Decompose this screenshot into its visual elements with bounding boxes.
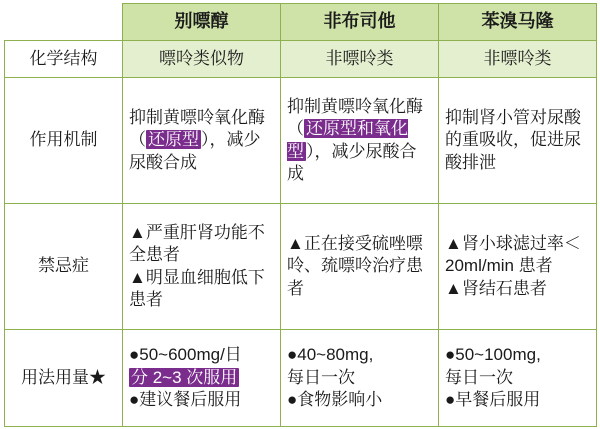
table-row [5, 41, 597, 78]
cell-text: 非嘌呤类 [483, 48, 552, 68]
row-label-0: 化学结构 [5, 41, 123, 78]
cell-text: ），减少尿酸合成 [129, 130, 261, 172]
cell-text: ▲肾结石患者 [445, 278, 547, 298]
cell-0-1 [281, 41, 439, 78]
row-label-2: 禁忌症 [5, 204, 123, 330]
cell-text: ●50~100mg, [445, 345, 541, 365]
table-corner-cell [5, 4, 123, 41]
table-row [5, 330, 597, 427]
cell-text: ●50~600mg/日 [129, 345, 242, 365]
cell-text: 抑制黄嘌呤氧化酶（ [287, 96, 423, 139]
column-header-1: 非布司他 [281, 4, 439, 41]
cell-text: 嘌呤类似物 [159, 48, 244, 68]
cell-2-1 [281, 204, 439, 330]
cell-text: ▲正在接受硫唑嘌呤、巯嘌呤治疗患者 [287, 233, 423, 298]
cell-text: ▲明显血细胞低下患者 [129, 267, 265, 310]
cell-text: ●40~80mg, [287, 345, 374, 365]
cell-text: ▲肾小球滤过率＜20ml/min 患者 [445, 233, 581, 276]
row-label-3: 用法用量★ [5, 330, 123, 427]
table-header-row [5, 4, 597, 41]
cell-text: ），减少尿酸合成 [287, 141, 417, 183]
cell-text: 非嘌呤类 [325, 48, 394, 68]
cell-text: 每日一次 [287, 367, 355, 387]
cell-2-2 [439, 204, 597, 330]
column-header-2: 苯溴马隆 [439, 4, 597, 41]
cell-text: 抑制黄嘌呤氧化酶（ [129, 107, 265, 150]
cell-1-0 [123, 78, 281, 204]
cell-3-0 [123, 330, 281, 427]
cell-text: ●早餐后服用 [445, 390, 541, 410]
table-row [5, 204, 597, 330]
cell-text: ▲严重肝肾功能不全患者 [129, 222, 265, 265]
drug-comparison-table [4, 3, 597, 427]
column-header-0: 别嘌醇 [123, 4, 281, 41]
cell-3-2 [439, 330, 597, 427]
table-row [5, 78, 597, 204]
cell-text: 抑制肾小管对尿酸的重吸收，促进尿酸排泄 [445, 107, 581, 172]
cell-2-0 [123, 204, 281, 330]
cell-0-2 [439, 41, 597, 78]
cell-text: ●建议餐后服用 [129, 390, 242, 410]
cell-text: ●食物影响小 [287, 390, 383, 410]
cell-text: 每日一次 [445, 367, 513, 387]
cell-0-0 [123, 41, 281, 78]
cell-1-2 [439, 78, 597, 204]
highlighted-text: 分 2~3 次服用 [131, 367, 238, 387]
highlighted-text: 还原型 [148, 130, 199, 150]
cell-1-1 [281, 78, 439, 204]
row-label-1: 作用机制 [5, 78, 123, 204]
highlighted-text: 还原型和氧化型 [287, 119, 408, 161]
cell-3-1 [281, 330, 439, 427]
